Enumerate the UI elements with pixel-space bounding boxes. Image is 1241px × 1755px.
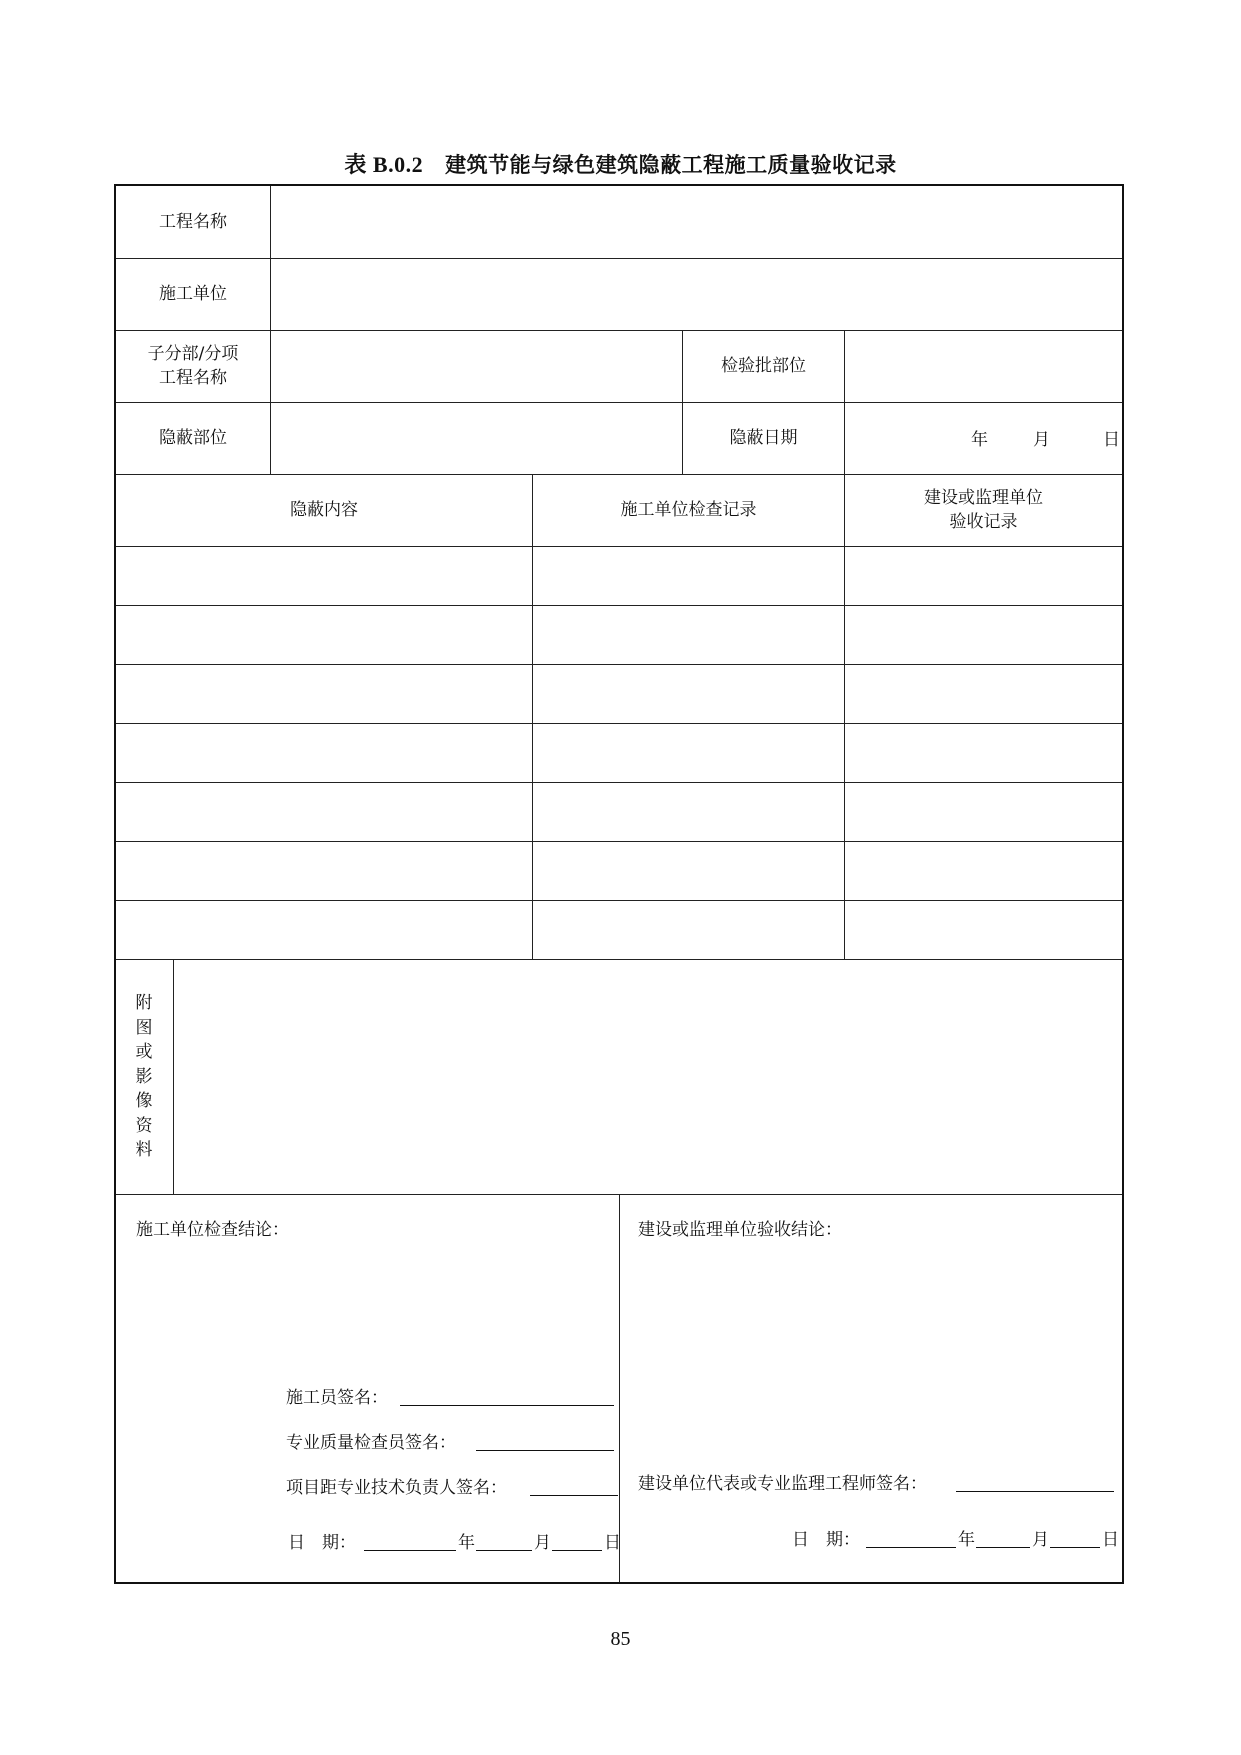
inspection-record-form	[114, 184, 1124, 1584]
attachments-label-char: 影	[135, 1066, 153, 1087]
contractor-year-line[interactable]	[364, 1550, 456, 1551]
concealed-location-value[interactable]	[271, 402, 682, 474]
inspection-lot-value[interactable]	[845, 330, 1122, 402]
attachments-label-char: 像	[135, 1091, 153, 1111]
supervisor-day-label: 日	[1102, 1530, 1119, 1550]
cell-contractor-record[interactable]	[533, 665, 844, 723]
table-row	[116, 783, 1122, 841]
contractor-month-label: 月	[534, 1533, 551, 1553]
date-month-label: 月	[1033, 430, 1050, 450]
table-row	[116, 901, 1122, 959]
col-header-concealed-content: 隐蔽内容	[290, 500, 358, 520]
contractor-conclusion-box[interactable]	[116, 1195, 619, 1582]
contractor-label: 施工单位	[159, 284, 227, 304]
cell-supervisor-record[interactable]	[845, 665, 1122, 723]
contractor-year-label: 年	[458, 1533, 475, 1553]
inspection-lot-label: 检验批部位	[721, 356, 806, 376]
table-row	[116, 665, 1122, 723]
subdivision-label-line2: 工程名称	[159, 368, 227, 388]
attachments-label-char: 图	[135, 1017, 153, 1038]
contractor-day-line[interactable]	[552, 1550, 602, 1551]
contractor-date-label: 日 期：	[288, 1533, 356, 1553]
cell-concealed-content[interactable]	[116, 783, 532, 841]
engineer-sign-line[interactable]	[956, 1491, 1114, 1492]
col-header-contractor-record: 施工单位检查记录	[620, 500, 757, 520]
contractor-day-label: 日	[604, 1533, 621, 1553]
subdivision-label-line1: 子分部/分项	[147, 344, 239, 364]
concealed-date-label: 隐蔽日期	[729, 428, 798, 448]
cell-contractor-record[interactable]	[533, 842, 844, 900]
cell-contractor-record[interactable]	[533, 783, 844, 841]
subdivision-label	[116, 330, 270, 402]
col-header-supervisor-line2: 验收记录	[949, 512, 1018, 532]
tech-lead-sign-line[interactable]	[530, 1495, 618, 1496]
cell-contractor-record[interactable]	[533, 724, 844, 782]
cell-supervisor-record[interactable]	[845, 724, 1122, 782]
concealed-date-value[interactable]	[845, 402, 1122, 474]
date-year-label: 年	[971, 430, 988, 450]
date-day-label: 日	[1103, 430, 1120, 450]
worker-sign-label: 施工员签名：	[286, 1388, 388, 1408]
supervisor-year-label: 年	[958, 1530, 975, 1550]
page-number: 85	[610, 1628, 631, 1650]
subdivision-value[interactable]	[271, 330, 682, 402]
supervisor-day-line[interactable]	[1050, 1547, 1100, 1548]
qc-sign-line[interactable]	[476, 1450, 614, 1451]
table-row	[116, 547, 1122, 605]
table-code: 表 B.0.2	[344, 152, 424, 177]
cell-supervisor-record[interactable]	[845, 547, 1122, 605]
tech-lead-sign-label: 项目距专业技术负责人签名：	[286, 1478, 507, 1498]
col-header-supervisor-line1: 建设或监理单位	[924, 488, 1043, 508]
cell-contractor-record[interactable]	[533, 547, 844, 605]
table-row	[116, 606, 1122, 664]
project-name-value[interactable]	[271, 186, 1122, 258]
table-title	[0, 148, 1241, 179]
cell-concealed-content[interactable]	[116, 665, 532, 723]
contractor-month-line[interactable]	[476, 1550, 532, 1551]
engineer-sign-label: 建设单位代表或专业监理工程师签名：	[638, 1474, 927, 1494]
supervisor-month-label: 月	[1032, 1530, 1049, 1550]
contractor-value[interactable]	[271, 258, 1122, 330]
table-row	[116, 724, 1122, 782]
supervisor-month-line[interactable]	[976, 1547, 1030, 1548]
cell-supervisor-record[interactable]	[845, 901, 1122, 959]
cell-supervisor-record[interactable]	[845, 606, 1122, 664]
cell-concealed-content[interactable]	[116, 842, 532, 900]
project-name-label: 工程名称	[159, 212, 227, 232]
worker-sign-line[interactable]	[400, 1405, 614, 1406]
attachments-area[interactable]	[174, 960, 1122, 1194]
attachments-label	[133, 991, 155, 1163]
contractor-conclusion-heading: 施工单位检查结论：	[136, 1220, 289, 1240]
attachments-label-char: 或	[135, 1042, 153, 1062]
concealed-location-label: 隐蔽部位	[159, 428, 227, 448]
attachments-label-char: 附	[135, 993, 153, 1013]
table-title-text: 建筑节能与绿色建筑隐蔽工程施工质量验收记录	[445, 153, 897, 177]
cell-supervisor-record[interactable]	[845, 842, 1122, 900]
supervisor-conclusion-heading: 建设或监理单位验收结论：	[638, 1220, 842, 1240]
supervisor-conclusion-box[interactable]	[620, 1195, 1122, 1582]
qc-sign-label: 专业质量检查员签名：	[286, 1433, 456, 1453]
supervisor-year-line[interactable]	[866, 1547, 956, 1548]
cell-concealed-content[interactable]	[116, 547, 532, 605]
cell-contractor-record[interactable]	[533, 606, 844, 664]
cell-concealed-content[interactable]	[116, 901, 532, 959]
cell-contractor-record[interactable]	[533, 901, 844, 959]
attachments-label-char: 料	[135, 1140, 153, 1160]
cell-concealed-content[interactable]	[116, 606, 532, 664]
attachments-label-char: 资	[135, 1115, 153, 1136]
cell-supervisor-record[interactable]	[845, 783, 1122, 841]
cell-concealed-content[interactable]	[116, 724, 532, 782]
table-row	[116, 842, 1122, 900]
col-header-supervisor-record	[845, 474, 1122, 546]
supervisor-date-label: 日 期：	[792, 1530, 860, 1550]
